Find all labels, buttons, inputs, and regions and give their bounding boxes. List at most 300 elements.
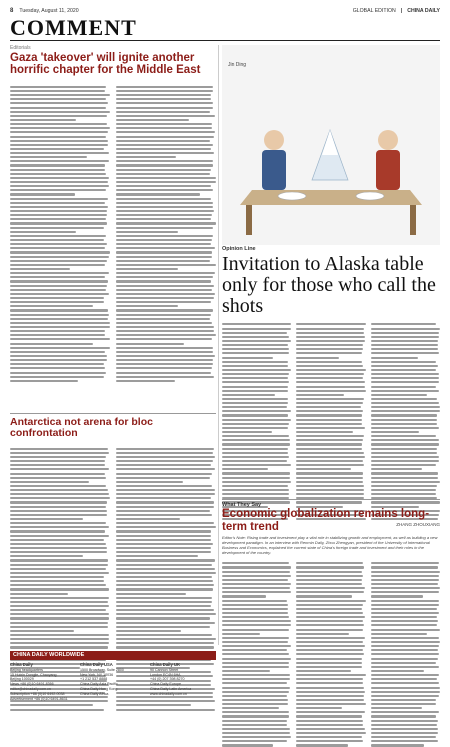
antarctica-headline: Antarctica not arena for bloc confrontation <box>10 416 153 440</box>
text-line <box>371 468 422 470</box>
text-line <box>116 239 212 241</box>
text-line <box>116 86 213 88</box>
text-line <box>116 94 211 96</box>
text-line <box>222 699 288 701</box>
text-line <box>371 695 440 697</box>
text-line <box>116 568 215 570</box>
text-line <box>296 352 362 354</box>
text-line <box>116 326 214 328</box>
text-line <box>371 579 440 581</box>
text-line <box>371 464 437 466</box>
text-line <box>10 156 87 158</box>
text-line <box>222 381 289 383</box>
text-line <box>116 351 213 353</box>
directory-column: China Daily USA 1500 Broadway, Suite 2800 New York, NY 10036 +1 212 537 8888 China Daily Asia Pacific China Daily Hong Kong China Daily Africa <box>80 662 124 696</box>
text-line <box>222 604 288 606</box>
text-line <box>371 390 439 392</box>
text-line <box>296 583 361 585</box>
text-line <box>10 593 68 595</box>
text-line <box>10 160 109 162</box>
text-line <box>10 280 108 282</box>
text-line <box>371 361 437 363</box>
text-line <box>116 343 184 345</box>
text-line <box>116 305 178 307</box>
text-line <box>296 629 362 631</box>
text-line <box>371 452 437 454</box>
text-line <box>222 724 287 726</box>
text-line <box>222 662 289 664</box>
gaza-column-1 <box>10 86 110 382</box>
text-line <box>10 102 108 104</box>
text-line <box>296 381 365 383</box>
text-line <box>371 489 436 491</box>
text-line <box>296 678 362 680</box>
text-line <box>10 367 105 369</box>
wts-column-3 <box>371 562 440 747</box>
issue-date: Tuesday, August 11, 2020 <box>19 8 79 14</box>
text-line <box>116 539 211 541</box>
text-line <box>10 622 108 624</box>
wts-divider <box>222 499 440 500</box>
text-line <box>116 111 210 113</box>
text-line <box>371 386 437 388</box>
text-line <box>10 127 110 129</box>
top-bar: 8 Tuesday, August 11, 2020 GLOBAL EDITION | CHINA DAILY <box>10 8 440 14</box>
text-line <box>10 539 104 541</box>
text-line <box>296 377 363 379</box>
text-line <box>371 608 437 610</box>
text-line <box>222 328 291 330</box>
text-line <box>10 148 104 150</box>
text-line <box>222 464 291 466</box>
text-line <box>222 637 289 639</box>
text-line <box>222 608 288 610</box>
text-line <box>371 678 437 680</box>
text-line <box>10 481 89 483</box>
text-line <box>116 613 216 615</box>
text-line <box>296 340 364 342</box>
text-line <box>222 649 287 651</box>
text-line <box>371 394 427 396</box>
text-line <box>10 530 105 532</box>
text-line <box>116 119 189 121</box>
text-line <box>116 293 215 295</box>
text-line <box>10 634 109 636</box>
text-line <box>10 222 107 224</box>
text-line <box>371 699 437 701</box>
text-line <box>10 198 108 200</box>
text-line <box>296 443 361 445</box>
text-line <box>371 649 438 651</box>
text-line <box>222 641 288 643</box>
text-line <box>371 344 438 346</box>
text-line <box>116 189 213 191</box>
text-line <box>222 587 290 589</box>
text-line <box>10 477 106 479</box>
article-divider <box>10 413 216 414</box>
text-line <box>222 373 289 375</box>
wts-column-2 <box>296 562 365 747</box>
text-line <box>10 285 107 287</box>
text-line <box>10 305 93 307</box>
text-line <box>116 260 210 262</box>
text-line <box>296 435 364 437</box>
text-line <box>10 646 108 648</box>
text-line <box>371 604 439 606</box>
text-line <box>10 372 106 374</box>
text-line <box>10 243 107 245</box>
text-line <box>222 332 287 334</box>
text-line <box>222 369 291 371</box>
text-line <box>222 695 287 697</box>
text-line <box>10 609 106 611</box>
text-line <box>10 152 109 154</box>
text-line <box>116 177 216 179</box>
text-line <box>10 177 109 179</box>
text-line <box>371 682 439 684</box>
text-line <box>222 629 289 631</box>
text-line <box>296 658 361 660</box>
text-line <box>296 414 362 416</box>
text-line <box>296 361 362 363</box>
text-line <box>116 576 212 578</box>
text-line <box>371 406 440 408</box>
text-line <box>10 709 104 711</box>
text-line <box>222 489 289 491</box>
text-line <box>10 214 107 216</box>
text-line <box>116 202 213 204</box>
text-line <box>10 301 104 303</box>
text-line <box>371 728 438 730</box>
text-line <box>116 115 215 117</box>
text-line <box>10 268 70 270</box>
text-line <box>296 390 365 392</box>
text-line <box>116 334 216 336</box>
text-line <box>296 608 362 610</box>
text-line <box>296 448 362 450</box>
page-number: 8 <box>10 8 14 14</box>
text-line <box>10 169 105 171</box>
text-line <box>371 600 440 602</box>
text-line <box>371 653 439 655</box>
text-line <box>222 435 289 437</box>
text-line <box>371 414 438 416</box>
text-line <box>222 410 291 412</box>
text-line <box>371 373 440 375</box>
text-line <box>10 218 106 220</box>
text-line <box>371 740 438 742</box>
text-line <box>116 235 213 237</box>
text-line <box>371 448 438 450</box>
text-line <box>371 645 439 647</box>
text-line <box>222 468 268 470</box>
text-line <box>222 443 290 445</box>
globalization-headline: Economic globalization remains long-term trend <box>222 508 430 533</box>
text-line <box>222 377 288 379</box>
text-line <box>116 198 211 200</box>
text-line <box>296 699 363 701</box>
text-line <box>371 419 438 421</box>
text-line <box>222 394 275 396</box>
text-line <box>222 481 291 483</box>
text-line <box>222 740 287 742</box>
text-line <box>371 410 440 412</box>
text-line <box>10 584 106 586</box>
text-line <box>296 653 363 655</box>
text-line <box>116 301 211 303</box>
text-line <box>10 115 107 117</box>
text-line <box>116 140 210 142</box>
text-line <box>116 622 215 624</box>
text-line <box>116 564 212 566</box>
what-they-say-label: What They Say <box>222 502 262 508</box>
text-line <box>116 584 214 586</box>
text-line <box>116 268 178 270</box>
text-line <box>222 361 288 363</box>
text-line <box>10 588 109 590</box>
text-line <box>10 210 107 212</box>
text-line <box>10 351 105 353</box>
text-line <box>10 526 109 528</box>
text-line <box>10 572 109 574</box>
text-line <box>10 136 106 138</box>
text-line <box>371 357 418 359</box>
text-line <box>10 98 106 100</box>
gaza-headline: Gaza 'takeover' will ignite another horrific chapter for the Middle East <box>10 52 201 77</box>
text-line <box>116 148 211 150</box>
text-line <box>296 485 364 487</box>
text-line <box>296 406 361 408</box>
text-line <box>10 506 106 508</box>
text-line <box>222 633 260 635</box>
text-line <box>222 448 288 450</box>
text-line <box>116 251 212 253</box>
text-line <box>222 720 287 722</box>
text-line <box>222 707 279 709</box>
edition-label: GLOBAL EDITION <box>352 8 396 14</box>
text-line <box>371 703 437 705</box>
text-line <box>371 666 439 668</box>
text-line <box>296 348 363 350</box>
text-line <box>116 617 210 619</box>
text-line <box>296 711 365 713</box>
text-line <box>296 398 364 400</box>
text-line <box>116 107 213 109</box>
text-line <box>222 348 289 350</box>
text-line <box>10 231 76 233</box>
text-line <box>222 624 291 626</box>
text-line <box>10 314 109 316</box>
text-line <box>10 347 110 349</box>
text-line <box>116 102 213 104</box>
text-line <box>10 293 109 295</box>
editorials-tag: Editorials <box>10 45 31 51</box>
text-line <box>371 566 439 568</box>
text-line <box>10 489 108 491</box>
text-line <box>222 600 287 602</box>
text-line <box>371 641 440 643</box>
text-line <box>371 724 437 726</box>
text-line <box>10 140 108 142</box>
text-line <box>116 376 214 378</box>
text-line <box>296 612 363 614</box>
text-line <box>222 472 290 474</box>
text-line <box>116 367 212 369</box>
text-line <box>10 181 108 183</box>
text-line <box>222 493 289 495</box>
text-line <box>116 123 212 125</box>
text-line <box>296 732 365 734</box>
text-line <box>296 472 362 474</box>
text-line <box>296 666 361 668</box>
text-line <box>10 326 110 328</box>
text-line <box>116 555 198 557</box>
wts-column-1 <box>222 562 291 747</box>
text-line <box>222 323 291 325</box>
text-line <box>371 715 437 717</box>
text-line <box>296 595 352 597</box>
text-line <box>116 330 214 332</box>
directory-column: China Daily UK 90 Cannon Street London EC4N 6HA +44 (0) 207 398 8270 China Daily Europe China Daily Latin America www.chinadaily.com.cn <box>150 662 192 696</box>
text-line <box>296 323 365 325</box>
text-line <box>116 285 214 287</box>
text-line <box>222 571 290 573</box>
text-line <box>10 260 107 262</box>
text-line <box>222 616 289 618</box>
text-line <box>371 687 440 689</box>
text-line <box>10 355 107 357</box>
text-line <box>116 160 213 162</box>
text-line <box>222 575 291 577</box>
text-line <box>371 595 423 597</box>
text-line <box>10 202 105 204</box>
text-line <box>10 289 106 291</box>
text-line <box>296 620 362 622</box>
text-line <box>371 485 437 487</box>
text-line <box>116 181 216 183</box>
text-line <box>222 485 288 487</box>
text-line <box>222 595 266 597</box>
text-line <box>10 376 104 378</box>
text-line <box>296 744 347 746</box>
text-line <box>222 439 290 441</box>
text-line <box>296 344 362 346</box>
directory-column: China Daily Beijing headquarters 15 Huixin Dongjie, Chaoyang Beijing 100029 News +86 (0)10 6491-8366 editor@chinadaily.com.cn Subscription +86 (0)10 6492-0038 Advertisement +86 (0)10 6491-8631 <box>10 662 68 701</box>
text-line <box>296 707 341 709</box>
text-line <box>10 580 104 582</box>
text-line <box>116 256 212 258</box>
text-line <box>296 394 343 396</box>
text-line <box>222 678 290 680</box>
text-line <box>116 280 211 282</box>
text-line <box>222 691 289 693</box>
text-line <box>371 637 439 639</box>
text-line <box>10 493 109 495</box>
text-line <box>296 477 362 479</box>
text-line <box>371 587 440 589</box>
text-line <box>10 522 106 524</box>
text-line <box>116 485 212 487</box>
text-line <box>296 728 365 730</box>
text-line <box>296 662 361 664</box>
text-line <box>116 210 214 212</box>
text-line <box>10 518 83 520</box>
text-line <box>296 645 365 647</box>
text-line <box>371 575 439 577</box>
text-line <box>116 164 213 166</box>
text-line <box>10 251 110 253</box>
text-line <box>296 357 339 359</box>
text-line <box>296 336 365 338</box>
text-line <box>10 334 105 336</box>
office-directory <box>10 662 216 702</box>
text-line <box>116 493 215 495</box>
text-line <box>10 468 109 470</box>
text-line <box>296 703 365 705</box>
text-line <box>222 419 291 421</box>
text-line <box>222 344 288 346</box>
text-line <box>222 674 290 676</box>
text-line <box>116 309 213 311</box>
text-line <box>296 687 364 689</box>
text-line <box>10 473 105 475</box>
text-line <box>10 638 109 640</box>
text-line <box>371 423 438 425</box>
text-line <box>116 144 213 146</box>
cartoon-illustration <box>222 70 440 242</box>
text-line <box>10 626 108 628</box>
text-line <box>222 732 290 734</box>
text-line <box>296 562 363 564</box>
text-line <box>116 634 212 636</box>
text-line <box>222 340 291 342</box>
text-line <box>371 629 440 631</box>
text-line <box>116 136 214 138</box>
text-line <box>116 605 211 607</box>
text-line <box>371 369 436 371</box>
text-line <box>296 600 365 602</box>
text-line <box>10 144 108 146</box>
text-line <box>222 744 273 746</box>
text-line <box>10 338 110 340</box>
text-line <box>10 193 75 195</box>
text-line <box>371 481 440 483</box>
text-line <box>222 711 289 713</box>
text-line <box>116 601 212 603</box>
text-line <box>10 309 108 311</box>
text-line <box>222 477 290 479</box>
text-line <box>296 439 363 441</box>
text-line <box>371 377 440 379</box>
text-line <box>116 646 214 648</box>
text-line <box>10 497 110 499</box>
opinion-line-label: Opinion Line <box>222 246 256 252</box>
text-line <box>371 340 439 342</box>
text-line <box>116 547 211 549</box>
text-line <box>222 386 288 388</box>
opinion-column-2 <box>296 323 365 520</box>
text-line <box>371 460 439 462</box>
text-line <box>371 477 438 479</box>
text-line <box>296 649 363 651</box>
text-line <box>371 427 440 429</box>
text-line <box>296 452 363 454</box>
text-line <box>371 456 439 458</box>
text-line <box>116 380 175 382</box>
text-line <box>371 591 439 593</box>
text-line <box>296 670 351 672</box>
text-line <box>371 658 439 660</box>
